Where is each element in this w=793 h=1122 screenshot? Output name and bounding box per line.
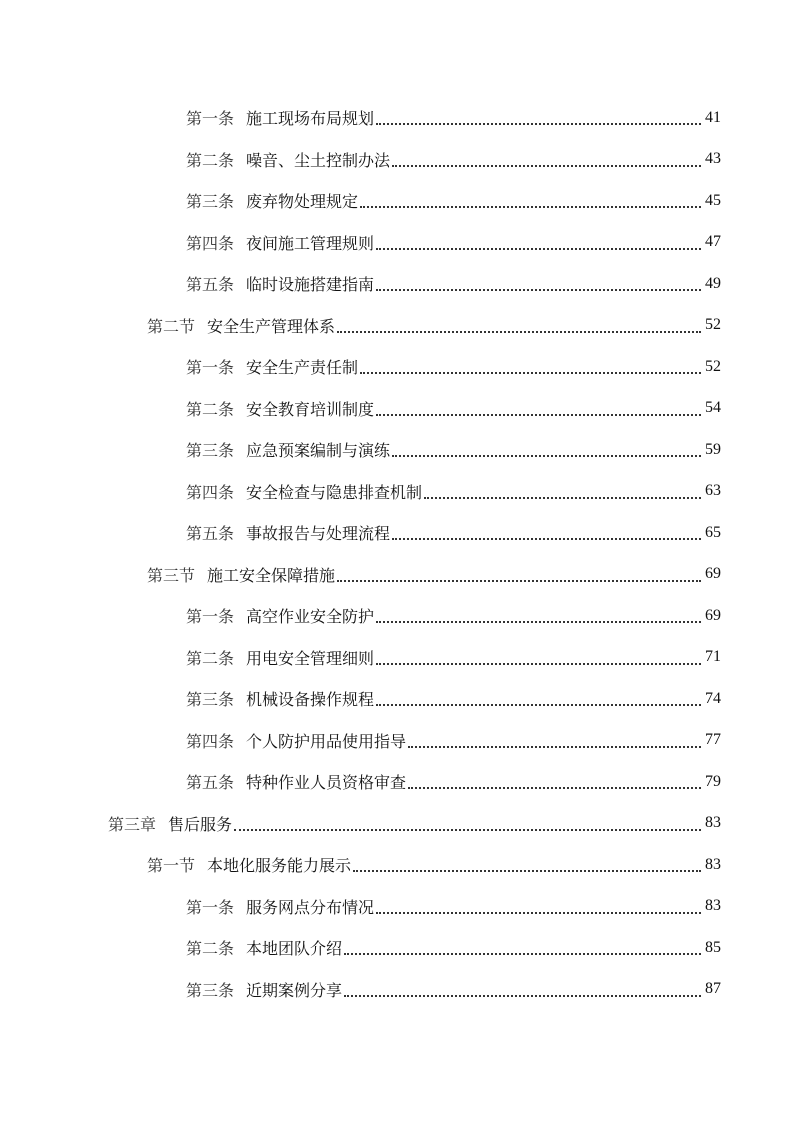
toc-dot-leader xyxy=(376,413,701,416)
toc-entry-title: 本地化服务能力展示 xyxy=(207,856,352,876)
toc-entry-title: 近期案例分享 xyxy=(246,980,343,1000)
toc-entry-number: 第二条 xyxy=(186,150,235,170)
toc-entry[interactable] xyxy=(0,886,793,928)
toc-entry[interactable] xyxy=(0,429,793,471)
toc-entry-page: 71 xyxy=(705,648,721,666)
toc-entry-number: 第一条 xyxy=(186,897,235,917)
toc-entry-number: 第三条 xyxy=(186,441,235,461)
toc-dot-leader xyxy=(376,662,701,665)
toc-entry-title: 临时设施搭建指南 xyxy=(246,275,375,295)
toc-entry[interactable] xyxy=(0,471,793,513)
toc-entry-page: 47 xyxy=(705,233,721,251)
toc-dot-leader xyxy=(376,911,701,914)
toc-entry-page: 69 xyxy=(705,606,721,624)
toc-entry-title: 本地团队介绍 xyxy=(246,939,343,959)
toc-entry-number: 第五条 xyxy=(186,524,235,544)
toc-entry-page: 74 xyxy=(705,689,721,707)
toc-entry[interactable] xyxy=(0,720,793,762)
toc-entry[interactable] xyxy=(0,180,793,222)
toc-dot-leader xyxy=(408,745,701,748)
toc-entry-title: 施工现场布局规划 xyxy=(246,109,375,129)
toc-entry-page: 85 xyxy=(705,938,721,956)
toc-entry-number: 第三条 xyxy=(186,192,235,212)
toc-dot-leader xyxy=(376,703,701,706)
toc-dot-leader xyxy=(353,869,701,872)
toc-entry[interactable] xyxy=(0,97,793,139)
toc-section-entry[interactable] xyxy=(0,844,793,886)
toc-entry-number: 第五条 xyxy=(186,275,235,295)
toc-entry[interactable] xyxy=(0,512,793,554)
toc-dot-leader xyxy=(344,994,701,997)
toc-dot-leader xyxy=(424,496,701,499)
toc-entry[interactable] xyxy=(0,595,793,637)
toc-dot-leader xyxy=(376,247,701,250)
toc-entry-number: 第三条 xyxy=(186,980,235,1000)
toc-entry-title: 机械设备操作规程 xyxy=(246,690,375,710)
toc-entry-number: 第二节 xyxy=(147,316,196,336)
toc-entry-title: 特种作业人员资格审查 xyxy=(246,773,407,793)
toc-entry[interactable] xyxy=(0,388,793,430)
toc-section-entry[interactable] xyxy=(0,554,793,596)
toc-dot-leader xyxy=(376,122,701,125)
toc-section-entry[interactable] xyxy=(0,305,793,347)
toc-entry-page: 69 xyxy=(705,565,721,583)
toc-entry-number: 第一条 xyxy=(186,358,235,378)
toc-entry-title: 高空作业安全防护 xyxy=(246,607,375,627)
toc-dot-leader xyxy=(392,537,701,540)
toc-entry-page: 87 xyxy=(705,980,721,998)
toc-entry[interactable] xyxy=(0,761,793,803)
toc-entry-number: 第三条 xyxy=(186,690,235,710)
toc-entry-page: 77 xyxy=(705,731,721,749)
toc-entry-title: 施工安全保障措施 xyxy=(207,565,336,585)
toc-entry[interactable] xyxy=(0,222,793,264)
toc-entry-number: 第三节 xyxy=(147,565,196,585)
toc-dot-leader xyxy=(337,579,701,582)
toc-entry[interactable] xyxy=(0,346,793,388)
toc-entry-page: 83 xyxy=(705,897,721,915)
toc-entry-number: 第三章 xyxy=(108,814,157,834)
toc-dot-leader xyxy=(392,164,701,167)
toc-entry-page: 43 xyxy=(705,150,721,168)
toc-entry-number: 第一条 xyxy=(186,607,235,627)
toc-entry-page: 83 xyxy=(705,855,721,873)
toc-entry-page: 65 xyxy=(705,523,721,541)
toc-entry-title: 噪音、尘土控制办法 xyxy=(246,150,391,170)
toc-entry[interactable] xyxy=(0,263,793,305)
toc-dot-leader xyxy=(360,371,701,374)
toc-entry-number: 第五条 xyxy=(186,773,235,793)
toc-entry-page: 45 xyxy=(705,191,721,209)
toc-dot-leader xyxy=(408,786,701,789)
toc-entry[interactable] xyxy=(0,678,793,720)
toc-dot-leader xyxy=(344,952,701,955)
toc-entry-number: 第二条 xyxy=(186,648,235,668)
toc-dot-leader xyxy=(376,288,701,291)
toc-entry[interactable] xyxy=(0,927,793,969)
toc-entry-title: 应急预案编制与演练 xyxy=(246,441,391,461)
toc-entry-page: 63 xyxy=(705,482,721,500)
toc-entry-title: 用电安全管理细则 xyxy=(246,648,375,668)
toc-entry-title: 事故报告与处理流程 xyxy=(246,524,391,544)
toc-dot-leader xyxy=(376,620,701,623)
toc-entry[interactable] xyxy=(0,139,793,181)
toc-entry-page: 41 xyxy=(705,108,721,126)
toc-entry-number: 第四条 xyxy=(186,233,235,253)
toc-entry-title: 废弃物处理规定 xyxy=(246,192,359,212)
toc-entry-number: 第一节 xyxy=(147,856,196,876)
toc-entry-page: 52 xyxy=(705,316,721,334)
toc-dot-leader xyxy=(234,828,701,831)
toc-chapter-entry[interactable] xyxy=(0,803,793,845)
toc-entry-page: 52 xyxy=(705,357,721,375)
toc-entry-number: 第四条 xyxy=(186,482,235,502)
toc-entry-title: 夜间施工管理规则 xyxy=(246,233,375,253)
toc-entry-page: 79 xyxy=(705,772,721,790)
toc-entry-page: 54 xyxy=(705,399,721,417)
toc-entry[interactable] xyxy=(0,969,793,1011)
toc-entry[interactable] xyxy=(0,637,793,679)
toc-entry-title: 售后服务 xyxy=(168,814,233,834)
toc-entry-title: 安全生产责任制 xyxy=(246,358,359,378)
toc-entry-number: 第四条 xyxy=(186,731,235,751)
toc-entry-number: 第二条 xyxy=(186,399,235,419)
table-of-contents xyxy=(0,97,793,1010)
toc-entry-title: 服务网点分布情况 xyxy=(246,897,375,917)
toc-entry-page: 59 xyxy=(705,440,721,458)
toc-dot-leader xyxy=(337,330,701,333)
toc-entry-title: 安全检查与隐患排查机制 xyxy=(246,482,423,502)
toc-entry-number: 第一条 xyxy=(186,109,235,129)
toc-entry-title: 安全教育培训制度 xyxy=(246,399,375,419)
toc-entry-page: 49 xyxy=(705,274,721,292)
toc-entry-title: 个人防护用品使用指导 xyxy=(246,731,407,751)
toc-dot-leader xyxy=(360,205,701,208)
toc-entry-title: 安全生产管理体系 xyxy=(207,316,336,336)
toc-dot-leader xyxy=(392,454,701,457)
toc-entry-number: 第二条 xyxy=(186,939,235,959)
toc-entry-page: 83 xyxy=(705,814,721,832)
